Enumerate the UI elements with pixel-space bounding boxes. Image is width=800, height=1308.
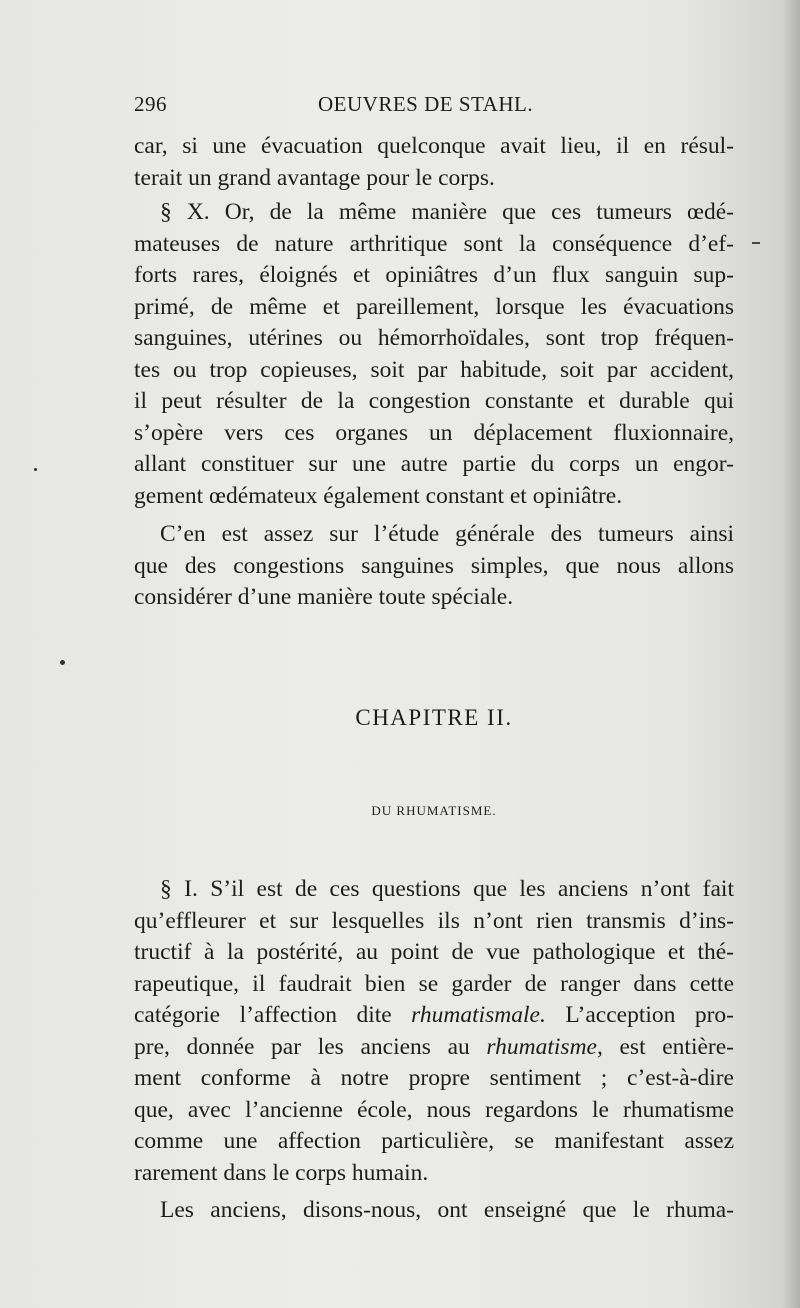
text-line: allant constituer sur une autre partie du corps un engor- [134, 451, 734, 477]
text-run: L’acception pro- [545, 1002, 734, 1028]
text-line: Les anciens, disons-nous, ont enseigné que le rhuma- [160, 1197, 734, 1223]
text-line: qu’effleurer et sur lesquelles ils n’ont rien transmis d’ins- [134, 907, 734, 934]
print-mark [752, 242, 760, 244]
text-line: tes ou trop copieuses, soit par habitude, soit par accident, [134, 356, 734, 383]
text-line: considérer d’une manière toute spéciale. [134, 584, 514, 610]
paragraph-continuation [134, 131, 734, 194]
text-line: rarement dans le corps humain. [134, 1159, 429, 1186]
text-run: catégorie l’affection dite [134, 1002, 412, 1028]
text-line: primé, de même et pareillement, lorsque les évacuations [134, 293, 734, 320]
text-line: C’en est assez sur l’étude générale des tumeurs ainsi [160, 521, 734, 547]
page-number: 296 [134, 92, 167, 116]
text-line: sanguines, utérines ou hémorrhoïdales, sont trop fréquen- [134, 325, 734, 351]
text-line: ment conforme à notre propre sentiment ; c’est-à-dire [134, 1065, 734, 1091]
text-line: § I. S’il est de ces questions que les anciens n’ont fait [160, 876, 734, 902]
chapter-title: CHAPITRE II. [355, 705, 513, 730]
print-speck [34, 468, 37, 471]
text-line: comme une affection particulière, se manifestant assez [134, 1128, 734, 1154]
paragraph-section-x [134, 197, 734, 512]
text-line: forts rares, éloignés et opiniâtres d’un flux sanguin sup- [134, 262, 734, 288]
text-line: s’opère vers ces organes un déplacement fluxionnaire, [134, 419, 734, 446]
text-line: rapeutique, il faudrait bien se garder de ranger dans cette [134, 970, 734, 997]
print-speck [60, 660, 65, 665]
text-line: gement œdémateux également constant et opiniâtre. [134, 482, 623, 509]
paragraph-summary [134, 519, 734, 614]
text-run: est entière- [602, 1033, 735, 1060]
italic-term: rhumatismale. [411, 1002, 546, 1028]
text-line [134, 1032, 734, 1064]
italic-term: rhumatisme, [486, 1033, 603, 1060]
text-line: terait un grand avantage pour le corps. [134, 164, 495, 191]
running-title: OEUVRES DE STAHL. [318, 92, 534, 116]
text-line: mateuses de nature arthritique sont la conséquence d’ef- [134, 230, 734, 257]
text-run: pre, donnée par les anciens au [134, 1033, 487, 1060]
paragraph-section-i [134, 874, 734, 1189]
chapter-subtitle: DU RHUMATISME. [371, 803, 497, 818]
text-line: tructif à la postérité, au point de vue pathologique et thé- [134, 939, 734, 965]
text-line: § X. Or, de la même manière que ces tumeurs œdé- [160, 199, 734, 225]
text-line: car, si une évacuation quelconque avait lieu, il en résul- [134, 133, 734, 159]
text-line: il peut résulter de la congestion constante et durable qui [134, 388, 734, 414]
page-header [134, 92, 734, 122]
text-line: que, avec l’ancienne école, nous regardons le rhumatisme [134, 1096, 734, 1123]
text-line: que des congestions sanguines simples, que nous allons [134, 552, 734, 579]
page-spine-shadow [782, 0, 800, 1308]
text-line [134, 1000, 734, 1032]
paragraph-next [134, 1195, 734, 1227]
